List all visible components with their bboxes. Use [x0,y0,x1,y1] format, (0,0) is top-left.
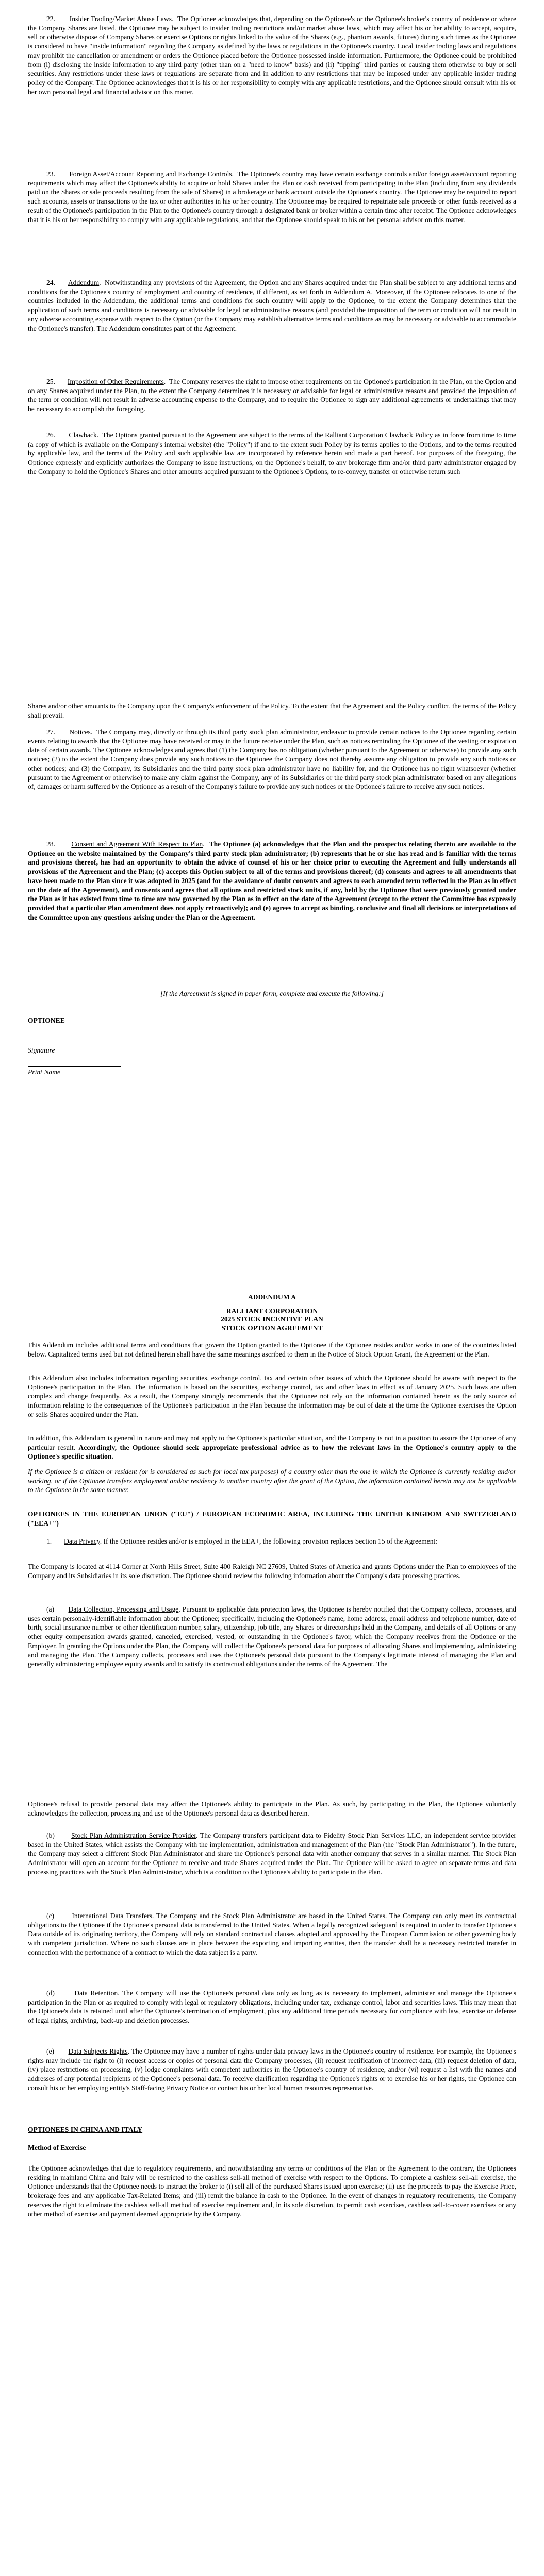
data-collection-text: . Pursuant to applicable data protection laws, the Optionee is hereby notified that the Company collects, processes, and uses certain personally-identifiable information about the Optionee; specifically, including the Optionee's name, home address, email address and telephone number, date of birth, social insurance number or other identification number, salary, citizenship, job title, any Shares or directorships held in the Company, and details of all Options or any other equity compensation awards granted, canceled, exercised, vested, or outstanding in the Optionee's favor, which the Company receives from the Optionee or the Employer. In granting the Options under the Plan, the Company will collect the Optionee's personal data for purposes of allocating Shares and implementing, administering and managing the Plan. The Company collects, processes and uses the Optionee's personal data pursuant to the Company's legitimate interest of managing the Plan and generally administering employee equity awards and to satisfy its contractual obligations under the terms of the Agreement. The [28,1605,516,1668]
data-retention-heading: Data Retention [74,1989,118,1997]
item-label: (d) [46,1989,55,1997]
section-body: The Optionee (a) acknowledges that the Plan and the prospectus relating thereto are available to the Optionee on the website maintained by the Company's third party stock plan administrator; (b) represents that he or she has read and is familiar with the terms and provisions thereof, has had an opportunity to obtain the advice of counsel of his or her choice prior to executing the Agreement and fully understands all provisions of the Agreement and the Plan; (c) accepts this Option subject to all of the terms and provisions thereof; (d) consents and agrees to all amendments that have been made to the Plan since it was adopted in 2025 (and for the avoidance of doubt consents and agrees to each amended term reflected in the Plan as in effect on the date of the Agreement), and consents and agrees that all options and restricted stock units, if any, held by the Optionee that were previously granted under the Plan as it has existed from time to time are now governed by the Plan as in effect on the date of the Agreement (except to the extent the Committee has expressly provided that a particular Plan amendment does not apply retroactively); and (e) agrees to accept as binding, conclusive and final all decisions or interpretations of the Committee upon any questions arising under the Plan or the Agreement. [28,840,516,921]
section-23 [28,170,516,224]
method-of-exercise-heading: Method of Exercise [28,2144,86,2151]
section-25-paragraph: 25. Imposition of Other Requirements. The Company reserves the right to impose other requirements on the Optionee's participation in the Plan, on the Option and on any Shares acquired under the Plan, to the extent the Company determines it is necessary or advisable for legal or administrative reasons and provided the imposition of the term or condition will not result in adverse accounting expense to the Company, and to require the Optionee to sign any additional agreements or undertakings that may be necessary to accomplish the foregoing. [28,378,516,413]
method-of-exercise-section [28,2164,516,2218]
data-privacy-paragraph-text: The Company is located at 4114 Corner at North Hills Street, Suite 400 Raleigh NC 27609, United States of America and grants Options under the Plan to employees of the Company and its Subsidiaries in its sole discretion. The Optionee should review the following information about the Company's data processing practices. [28,1563,516,1580]
section-22 [28,14,516,96]
addendum-intro-4 [28,1467,516,1495]
data-privacy-text: . If the Optionee resides and/or is employed in the EEA+, the following provision replaces Section 15 of the Agreement: [100,1537,438,1545]
section-27 [28,727,516,791]
addendum-intro-3a: In addition, this Addendum is general in nature and may not apply to the Optionee's particular situation, and the Company is not in a position to assure the Optionee of any particular result. [28,1434,516,1451]
item-label: (e) [46,2047,55,2055]
eu-heading: OPTIONEES IN THE EUROPEAN UNION ("EU") / EUROPEAN ECONOMIC AREA, INCLUDING THE UNITED KINGDOM AND SWITZERLAND ("EEA+") [28,1510,516,1527]
section-heading: Notices [69,728,91,736]
stock-plan-paragraph [28,1831,516,1877]
addendum-title-line-3: 2025 STOCK INCENTIVE PLAN [221,1315,323,1323]
data-privacy-intro [28,1537,516,1546]
section-28 [28,840,516,922]
data-privacy-heading: Data Privacy [64,1537,100,1545]
section-body: The Options granted pursuant to the Agreement are subject to the terms of the Ralliant Corporation Clawback Policy as in force from time to time (a copy of which is available on the Company's internal website) (the "Policy") if and to the extent such Policy by its terms applies to the Options, and to the terms required by applicable law, and the terms of the Policy and such applicable law are incorporated by reference herein and made a part hereof. For purposes of the foregoing, the Optionee expressly and explicitly authorizes the Company to issue instructions, on the Optionee's behalf, to any brokerage firm and/or third party administrator engaged by the Company to hold the Optionee's Shares and other amounts acquired pursuant to the Optionee's Options, to re-convey, transfer or otherwise return such [28,431,516,476]
section-heading: Clawback [69,431,97,439]
data-collection-paragraph [28,1605,516,1669]
data-subject-rights-section [28,2047,516,2093]
section-22-paragraph: 22. Insider Trading/Market Abuse Laws. The Optionee acknowledges that, depending on the Optionee's or the Optionee's broker's country of residence or where the Company Shares are listed, the Optionee may be subject to insider trading restrictions and/or market abuse laws, which may affect his or her ability to accept, acquire, sell or otherwise dispose of Company Shares or exercise Options or rights linked to the value of the Shares (e.g., phantom awards, futures) during such times as the Optionee is considered to have "inside information" regarding the Company as defined by the laws or regulations in the Optionee's country. Local insider trading laws and regulations may prohibit the cancellation or amendment or orders the Optionee placed before the Optionee possessed inside information. Furthermore, the Optionee could be prohibited from (i) disclosing the inside information to any third party (other than on a "need to know" basis) and (ii) "tipping" third parties or causing them otherwise to buy or sell securities. Any restrictions under these laws or regulations are separate from and in addition to any restrictions that may be imposed under any applicable insider trading policy of the Company. The Optionee acknowledges that it is his or her responsibility to comply with any applicable restrictions, and the Optionee should consult with his or her own personal legal and financial advisor on this matter. [28,15,517,96]
print-name-label: Print Name [28,1068,61,1076]
section-26 [28,431,516,477]
addendum-title-line-2: RALLIANT CORPORATION [226,1307,318,1315]
stock-plan-text: . The Company transfers participant data to Fidelity Stock Plan Services LLC, an independent service provider based in the United States, which assists the Company with the implementation, administration and management of the Plan (the "Stock Plan Administrator"). In the future, the Company may select a different Stock Plan Administrator and share the Optionee's personal data with another company that serves in a similar manner. The Stock Plan Administrator will open an account for the Optionee to receive and trade Shares acquired under the Plan. The Optionee will be asked to agree on separate terms and data processing practices with the Stock Plan Administrator, which is a condition to the Optionee's ability to participate in the Plan. [28,1832,516,1876]
section-heading: Addendum [68,279,100,286]
china-italy-heading-block [28,2125,516,2134]
data-retention-paragraph [28,1989,516,2025]
section-26-paragraph: 26. Clawback. The Options granted pursuant to the Agreement are subject to the terms of the Ralliant Corporation Clawback Policy as in force from time to time (a copy of which is available on the Company's internal website) (the "Policy") if and to the extent such Policy by its terms applies to the Options, and to the terms required by applicable law, and the terms of the Policy and such applicable law are incorporated by reference herein and made a part hereof. For purposes of the foregoing, the Optionee expressly and explicitly authorizes the Company to issue instructions, on the Optionee's behalf, to any brokerage firm and/or third party administrator engaged by the Company to hold the Optionee's Shares and other amounts acquired pursuant to the Optionee's Options, to re-convey, transfer or otherwise return such [28,431,516,476]
signature-instruction-text: [If the Agreement is signed in paper form, complete and execute the following:] [160,990,384,997]
addendum-intro-1 [28,1341,516,1359]
section-number: 25. [46,378,55,385]
addendum-intro-3-text [28,1434,516,1461]
section-23-paragraph: 23. Foreign Asset/Account Reporting and Exchange Controls. The Optionee's country may have certain exchange controls and/or foreign asset/account reporting requirements which may affect the Optionee's ability to acquire or hold Shares under the Plan or cash received from participating in the Plan (including from any dividends paid on the Shares or sale proceeds resulting from the sale of Shares) in a brokerage or bank account outside the Optionee's country. The Optionee may be required to report such accounts, assets or transactions to the tax or other authorities in his or her country. The Optionee may be required to repatriate sale proceeds or other funds received as a result of the Optionee's participation in the Plan to the Optionee's country through a designated bank or broker within a certain time after receipt. The Optionee acknowledges that it is his or her responsibility to comply with any applicable regulations, and that the Optionee should speak to his or her personal advisor on this matter. [28,170,516,224]
section-number: 22. [46,15,55,23]
section-number: 23. [46,170,55,178]
addendum-intro-3 [28,1434,516,1461]
section-body-continuation: Shares and/or other amounts to the Company upon the Company's enforcement of the Policy. To the extent that the Agreement and the Policy conflict, the terms of the Policy shall prevail. [28,702,516,719]
addendum-title-line-1: ADDENDUM A [248,1293,296,1301]
print-name-label-block [28,1067,516,1077]
section-number: 26. [46,431,55,439]
section-24 [28,278,516,333]
section-number: 28. [46,840,55,848]
data-subject-rights-paragraph [28,2047,516,2093]
optionee-label: OPTIONEE [28,1016,65,1024]
signature-instruction [28,989,516,998]
section-body: The Company reserves the right to impose other requirements on the Optionee's participation in the Plan, on the Option and on any Shares acquired under the Plan, to the extent the Company determines it is necessary or advisable for legal or administrative reasons and provided the imposition of the term or condition will not result in adverse accounting expense to the Company, and to require the Optionee to sign any additional agreements or undertakings that may be necessary to accomplish the foregoing. [28,378,516,413]
addendum-intro-2-text: This Addendum also includes information regarding securities, exchange control, tax and certain other issues of which the Optionee should be aware with respect to the Optionee's participation in the Plan. The information is based on the securities, exchange control, tax and other laws in effect as of January 2025. Such laws are often complex and change frequently. As a result, the Company strongly recommends that the Optionee not rely on the information contained herein as the only source of information relating to the consequences of the Optionee's participation in the Plan because the information may be out of date at the time the Optionee exercises the Option or sells Shares acquired under the Plan. [28,1374,516,1418]
addendum-title [0,1293,544,1332]
china-italy-heading: OPTIONEES IN CHINA AND ITALY [28,2126,143,2133]
print-name-line[interactable] [28,1066,121,1067]
section-heading: Foreign Asset/Account Reporting and Exchange Controls [69,170,232,178]
data-subject-rights-heading: Data Subjects Rights [68,2047,128,2055]
addendum-intro-2 [28,1374,516,1419]
addendum-intro-4-text: If the Optionee is a citizen or resident (or is considered as such for local tax purposes) of a country other than the one in which the Optionee is currently residing and/or working, or if the Optionee transfers employment and/or residency to another country after the grant of the Option, the information contained herein may not be applicable to the Optionee in the same manner. [28,1468,516,1494]
section-heading: Insider Trading/Market Abuse Laws [69,15,172,23]
item-label: (c) [46,1912,55,1920]
data-collection-continuation [28,1800,516,1818]
section-28-paragraph: 28. Consent and Agreement With Respect to Plan. The Optionee (a) acknowledges that the Plan and the prospectus relating thereto are available to the Optionee on the website maintained by the Company's third party stock plan administrator; (b) represents that he or she has read and is familiar with the terms and provisions thereof, has had an opportunity to obtain the advice of counsel of his or her choice prior to executing the Agreement and fully understands all provisions of the Agreement and the Plan; (c) accepts this Option subject to all of the terms and provisions thereof; (d) consents and agrees to all amendments that have been made to the Plan since it was adopted in 2025 (and for the avoidance of doubt consents and agrees to each amended term reflected in the Plan as in effect on the date of the Agreement), and consents and agrees that all options and restricted stock units, if any, held by the Optionee that were previously granted under the Plan as it has existed from time to time are now governed by the Plan as in effect on the date of the Agreement (except to the extent the Committee has expressly provided that a particular Plan amendment does not apply retroactively); and (e) agrees to accept as binding, conclusive and final all decisions or interpretations of the Committee upon any questions arising under the Plan or the Agreement. [28,840,516,921]
item-label: (a) [46,1605,55,1613]
section-number: 1. [46,1537,52,1545]
section-25 [28,377,516,414]
data-retention-section [28,1989,516,2025]
data-collection-heading: Data Collection, Processing and Usage [68,1605,179,1613]
section-26-continuation [28,702,516,720]
section-number: 27. [46,728,55,736]
stock-plan-heading: Stock Plan Administration Service Provider [71,1832,196,1839]
section-body: The Company may, directly or through its third party stock plan administrator, endeavor to provide certain notices to the Optionee regarding certain events relating to awards that the Optionee may have received or may in the future receive under the Plan, such as notices reminding the Optionee of the vesting or expiration date of certain awards. The Optionee acknowledges and agrees that (1) the Company has no obligation (whether pursuant to the Agreement or otherwise) to provide any such notices; (2) to the extent the Company does provide any such notices to the Optionee the Company does not thereby assume any obligation to provide any such notices or other notices; and (3) the Company, its Subsidiaries and the third party stock plan administrator have no liability for, and the Optionee has no right whatsoever (whether pursuant to the Agreement or otherwise) to make any claim against the Company, any of its Subsidiaries or the third party stock plan administrator based on any allegations of, damages or harm suffered by the Optionee as a result of the Company's failure to provide any such notices or the Optionee's failure to receive any such notices. [28,728,516,791]
optionee-label-block [28,1016,516,1025]
signature-label-block [28,1046,516,1055]
section-27-paragraph: 27. Notices. The Company may, directly or through its third party stock plan administrator, endeavor to provide certain notices to the Optionee regarding certain events relating to awards that the Optionee may have received or may in the future receive under the Plan, such as notices reminding the Optionee of the vesting or expiration date of certain awards. The Optionee acknowledges and agrees that (1) the Company has no obligation (whether pursuant to the Agreement or otherwise) to provide any such notices; (2) to the extent the Company does provide any such notices to the Optionee the Company does not thereby assume any obligation to provide any such notices or other notices; and (3) the Company, its Subsidiaries and the third party stock plan administrator have no liability for, and the Optionee has no right whatsoever (whether pursuant to the Agreement or otherwise) to make any claim against the Company, any of its Subsidiaries or the third party stock plan administrator based on any allegations of, damages or harm suffered by the Optionee as a result of the Company's failure to provide any such notices or the Optionee's failure to receive any such notices. [28,728,516,791]
addendum-intro-3b: Accordingly, the Optionee should seek appropriate professional advice as to how the relevant laws in the Optionee's country apply to the Optionee's specific situation. [28,1443,517,1461]
section-body: The Optionee's country may have certain exchange controls and/or foreign asset/account reporting requirements which may affect the Optionee's ability to acquire or hold Shares under the Plan or cash received from participating in the Plan (including from any dividends paid on the Shares or sale proceeds resulting from the sale of Shares) in a brokerage or bank account outside the Optionee's country. The Optionee may be required to report such accounts, assets or transactions to the tax or other authorities in his or her country. The Optionee may be required to repatriate sale proceeds or other funds received as a result of the Optionee's participation in the Plan to the Optionee's country through a designated bank or broker within a certain time after receipt. The Optionee acknowledges that it is his or her responsibility to comply with any applicable regulations, and that the Optionee should speak to his or her personal advisor on this matter. [28,170,516,224]
international-transfers-text: . The Company and the Stock Plan Administrator are based in the United States. The Company can only meet its contractual obligations to the Optionee if the Optionee's personal data is transferred to the United States. When a legally recognized safeguard is required in order to transfer Optionee's Data outside of its originating territory, the Company will rely on standard contractual clauses adopted and approved by the European Commission or other governing body with competent jurisdiction. Where no such clauses are in place between the exporting and importing entities, then the transfer shall be a necessary restricted transfer in connection with the performance of a contract to which the data subject is a party. [28,1912,516,1956]
data-collection-section [28,1605,516,1669]
data-privacy-paragraph [28,1562,516,1580]
international-transfers-paragraph [28,1911,516,1957]
method-of-exercise-text: The Optionee acknowledges that due to regulatory requirements, and notwithstanding any terms or conditions of the Plan or the Agreement to the contrary, the Optionees residing in mainland China and Italy will be restricted to the cashless sell-all method of exercise with respect to the Options. To complete a cashless sell-all exercise, the Optionee understands that the Optionee needs to instruct the broker to (i) sell all of the purchased Shares issued upon exercise; (ii) use the proceeds to pay the Exercise Price, brokerage fees and any applicable Tax-Related Items; and (iii) remit the balance in cash to the Optionee. In the event of changes in regulatory requirements, the Company reserves the right to eliminate the cashless sell-all method of exercise requirement and, in its sole discretion, to permit cash exercises, cashless sell-to-cover exercises or any other method of exercise and payment deemed appropriate by the Company. [28,2164,516,2218]
section-24-paragraph: 24. Addendum. Notwithstanding any provisions of the Agreement, the Option and any Shares acquired under the Plan shall be subject to any additional terms and conditions for the Optionee's country of employment and country of residence, if different, as set forth in Addendum A. Moreover, if the Optionee relocates to one of the countries included in the Addendum, the additional terms and conditions for such country will apply to the Optionee, to the extent the Company determines that the application of such terms and conditions is necessary or advisable for legal or administrative reasons (and provided the imposition of the term or condition will not result in any adverse accounting expense with respect to the Option (or the Company may establish alternative terms and conditions as may be necessary or advisable to accommodate the Optionee's transfer). The Addendum constitutes part of the Agreement. [28,279,516,332]
section-body: The Optionee acknowledges that, depending on the Optionee's or the Optionee's broker's country of residence or where the Company Shares are listed, the Optionee may be subject to insider trading restrictions and/or market abuse laws, which may affect his or her ability to accept, acquire, sell or otherwise dispose of Company Shares or exercise Options or rights linked to the value of the Shares (e.g., phantom awards, futures) during such times as the Optionee is considered to have "inside information" regarding the Company as defined by the laws or regulations in the Optionee's country. Local insider trading laws and regulations may prohibit the cancellation or amendment or orders the Optionee placed before the Optionee possessed inside information. Furthermore, the Optionee could be prohibited from (i) disclosing the inside information to any third party (other than on a "need to know" basis) and (ii) "tipping" third parties or causing them otherwise to buy or sell securities. Any restrictions under these laws or regulations are separate from and in addition to any restrictions that may be imposed under any applicable insider trading policy of the Company. The Optionee acknowledges that it is his or her responsibility to comply with any applicable restrictions, and the Optionee should consult with his or her own personal legal and financial advisor on this matter. [28,15,517,96]
data-retention-text: . The Company will use the Optionee's personal data only as long as is necessary to implement, administer and manage the Optionee's participation in the Plan or as required to comply with legal or regulatory obligations, including under tax, exchange control, labor and securities laws. This may mean that the Optionee's data is retained until after the Optionee's termination of employment, plus any additional time periods necessary for compliance with law, exercise or defense of legal rights, archiving, back-up and deletion processes. [28,1989,516,2025]
data-subject-rights-text: . The Optionee may have a number of rights under data privacy laws in the Optionee's country of residence. For example, the Optionee's rights may include the right to (i) request access or copies of personal data the Company processes, (ii) request rectification of incorrect data, (iii) request deletion of data, (iv) place restrictions on processing, (v) lodge complaints with competent authorities in the Optionee's country of residence, and/or (vi) request a list with the names and addresses of any potential recipients of the Optionee's personal data. To receive clarification regarding the Optionee's rights or to exercise his or her rights, the Optionee can consult his or her employing entity's Staff-facing Privacy Notice or contact his or her local human resources representative. [28,2047,516,2092]
signature-label: Signature [28,1046,55,1054]
eu-heading-block [28,1510,516,1528]
section-heading: Imposition of Other Requirements [67,378,164,385]
data-privacy-section [28,1537,516,1546]
addendum-title-line-4: STOCK OPTION AGREEMENT [221,1324,323,1332]
international-transfers-section [28,1911,516,1957]
data-collection-continuation-text: Optionee's refusal to provide personal data may affect the Optionee's ability to participate in the Plan. As such, by participating in the Plan, the Optionee voluntarily acknowledges the collection, processing and use of the Optionee's personal data as described herein. [28,1800,516,1817]
item-label: (b) [46,1832,55,1839]
section-body: Notwithstanding any provisions of the Agreement, the Option and any Shares acquired under the Plan shall be subject to any additional terms and conditions for the Optionee's country of employment and country of residence, if different, as set forth in Addendum A. Moreover, if the Optionee relocates to one of the countries included in the Addendum, the additional terms and conditions for such country will apply to the Optionee, to the extent the Company determines that the application of such terms and conditions is necessary or advisable for legal or administrative reasons (and provided the imposition of the term or condition will not result in any adverse accounting expense with respect to the Option (or the Company may establish alternative terms and conditions as may be necessary or advisable to accommodate the Optionee's transfer). The Addendum constitutes part of the Agreement. [28,279,516,332]
stock-plan-section [28,1831,516,1877]
section-number: 24. [46,279,55,286]
international-transfers-heading: International Data Transfers [72,1912,152,1920]
addendum-intro-1-text: This Addendum includes additional terms and conditions that govern the Option granted to the Optionee if the Optionee resides and/or works in one of the countries listed below. Capitalized terms used but not defined herein shall have the same meanings ascribed to them in the Notice of Stock Option Grant, the Agreement or the Plan. [28,1341,516,1358]
section-heading: Consent and Agreement With Respect to Plan [71,840,203,848]
method-of-exercise-heading-block [28,2143,516,2153]
